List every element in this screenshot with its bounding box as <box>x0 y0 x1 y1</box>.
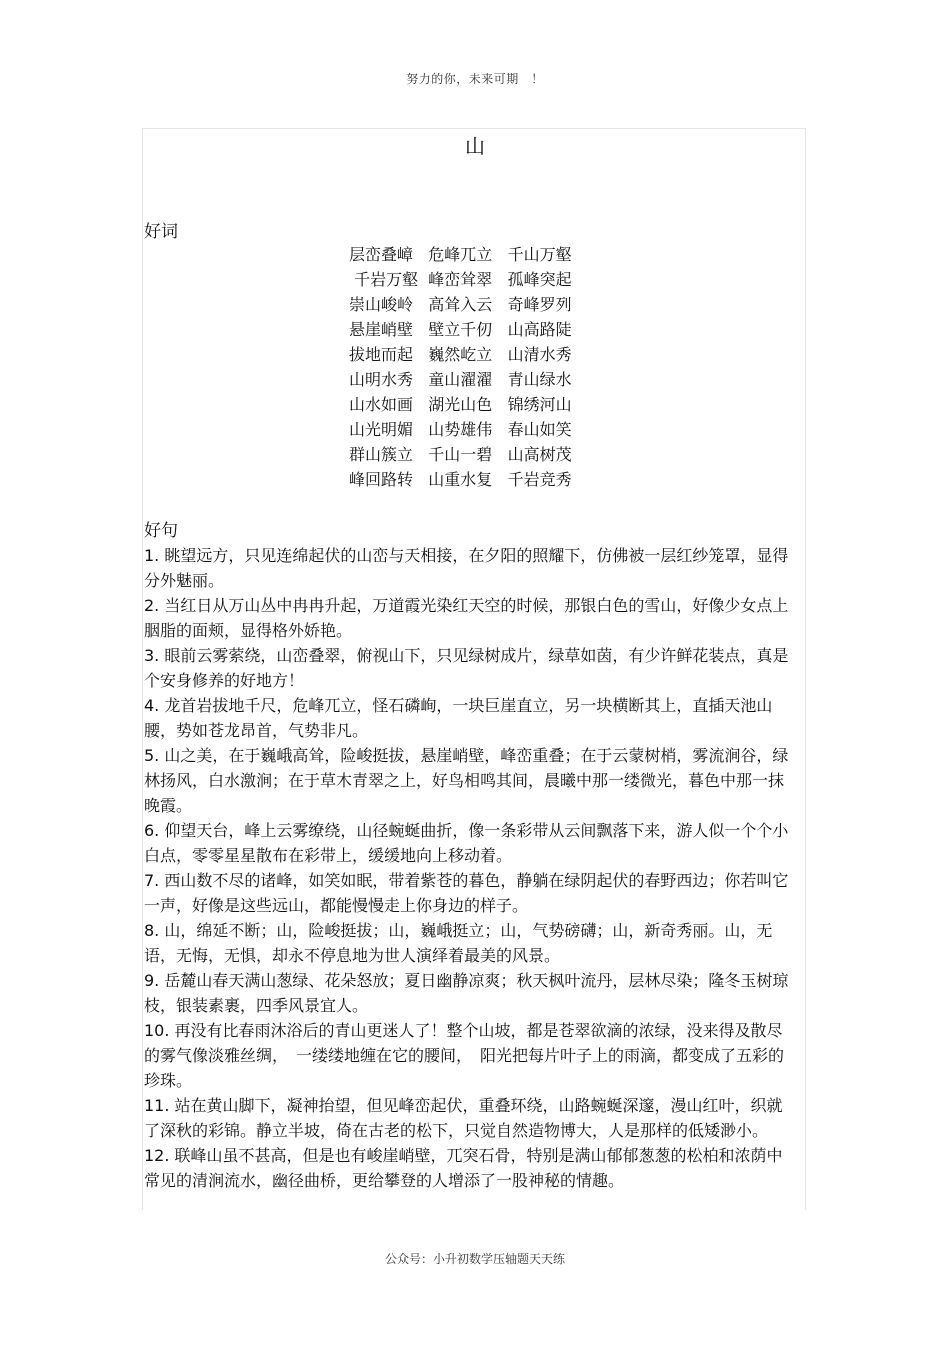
word-row <box>349 242 649 267</box>
page-header: 努力的你，未来可期 ！ <box>406 72 544 86</box>
word: 山高路陡 <box>507 320 572 339</box>
good-words-label: 好词 <box>144 222 178 242</box>
word: 悬崖峭壁 <box>349 320 414 339</box>
word-row <box>349 442 649 467</box>
word: 巍然屹立 <box>428 345 493 364</box>
word-row <box>349 467 649 492</box>
sentence-item: 6. 仰望天台，峰上云雾缭绕，山径蜿蜒曲折，像一条彩带从云间飘落下来，游人似一个个小白点，零零星星散布在彩带上，缓缓地向上移动着。 <box>144 821 789 865</box>
word: 群山簇立 <box>349 445 414 464</box>
word: 高耸入云 <box>428 295 493 314</box>
word: 山重水复 <box>428 470 493 489</box>
word: 湖光山色 <box>428 395 493 414</box>
word-row <box>349 267 649 292</box>
word: 千岩万壑 <box>354 270 419 289</box>
word-row <box>349 342 649 367</box>
word: 奇峰罗列 <box>507 295 572 314</box>
sentence-item: 8. 山，绵延不断；山，险峻挺拔；山，巍峨挺立；山，气势磅礴；山，新奇秀丽。山，无语，无悔，无惧，却永不停息地为世人演绎着最美的风景。 <box>144 921 773 965</box>
sentence-item: 10. 再没有比春雨沐浴后的青山更迷人了！整个山坡，都是苍翠欲滴的浓绿，没来得及散尽的雾气像淡雅丝绸， 一缕缕地缠在它的腰间， 阳光把每片叶子上的雨滴，都变成了五彩的珍珠。 <box>144 1021 785 1090</box>
word: 峰峦耸翠 <box>428 270 493 289</box>
sentence-item: 2. 当红日从万山丛中冉冉升起，万道霞光染红天空的时候，那银白色的雪山，好像少女点上胭脂的面颊，显得格外娇艳。 <box>144 596 789 640</box>
word: 童山濯濯 <box>428 370 493 389</box>
page-title: 山 <box>465 134 485 158</box>
sentence-item: 11. 站在黄山脚下，凝神抬望，但见峰峦起伏，重叠环绕，山路蜿蜒深邃，漫山红叶，织就了深秋的彩锦。静立半坡，倚在古老的松下，只觉自然造物博大，人是那样的低矮渺小。 <box>144 1096 783 1140</box>
good-words-grid <box>349 242 649 492</box>
word: 千岩竞秀 <box>507 470 572 489</box>
good-sentences-label: 好句 <box>144 521 178 541</box>
word: 山明水秀 <box>349 370 414 389</box>
word: 孤峰突起 <box>507 270 572 289</box>
sentence-item: 3. 眼前云雾萦绕，山峦叠翠，俯视山下，只见绿树成片，绿草如茵，有少许鲜花装点，真是个安身修养的好地方！ <box>144 646 789 690</box>
word: 春山如笑 <box>507 420 572 439</box>
word: 山清水秀 <box>507 345 572 364</box>
word: 山水如画 <box>349 395 414 414</box>
word: 峰回路转 <box>349 470 414 489</box>
word: 拔地而起 <box>349 345 414 364</box>
good-sentences-list <box>144 543 796 1193</box>
word: 山高树茂 <box>507 445 572 464</box>
word: 崇山峻岭 <box>349 295 414 314</box>
word: 壁立千仞 <box>428 320 493 339</box>
word: 千山一碧 <box>428 445 493 464</box>
word: 千山万壑 <box>507 245 572 264</box>
sentence-item: 5. 山之美，在于巍峨高耸，险峻挺拔，悬崖峭壁，峰峦重叠；在于云蒙树梢，雾流涧谷，绿林扬风，白水激涧；在于草木青翠之上，好鸟相鸣其间，晨曦中那一缕微光，暮色中那一抹晚霞。 <box>144 746 789 815</box>
word: 层峦叠嶂 <box>349 245 414 264</box>
word-row <box>349 392 649 417</box>
word: 青山绿水 <box>507 370 572 389</box>
word-row <box>349 292 649 317</box>
word-row <box>349 317 649 342</box>
word: 锦绣河山 <box>507 395 572 414</box>
sentence-item: 12. 联峰山虽不甚高，但是也有峻崖峭壁，兀突石骨，特别是满山郁郁葱葱的松柏和浓荫中常见的清涧流水，幽径曲桥，更给攀登的人增添了一股神秘的情趣。 <box>144 1146 783 1190</box>
word: 山势雄伟 <box>428 420 493 439</box>
word: 危峰兀立 <box>428 245 493 264</box>
sentence-item: 7. 西山数不尽的诸峰，如笑如眠，带着紫苍的暮色，静躺在绿阴起伏的春野西边；你若叫它一声，好像是这些远山，都能慢慢走上你身边的样子。 <box>144 871 789 915</box>
word: 山光明媚 <box>349 420 414 439</box>
sentence-item: 1. 眺望远方，只见连绵起伏的山峦与天相接，在夕阳的照耀下，仿佛被一层红纱笼罩，显得分外魅丽。 <box>144 546 789 590</box>
word-row <box>349 367 649 392</box>
sentence-item: 9. 岳麓山春天满山葱绿、花朵怒放；夏日幽静凉爽；秋天枫叶流丹，层林尽染；隆冬玉树琼枝，银装素裹，四季风景宜人。 <box>144 971 789 1015</box>
page-footer: 公众号：小升初数学压轴题天天练 <box>384 1252 565 1266</box>
word-row <box>349 417 649 442</box>
sentence-item: 4. 龙首岩拔地千尺，危峰兀立，怪石磷峋，一块巨崖直立，另一块横断其上，直插天池山腰，势如苍龙昂首，气势非凡。 <box>144 696 773 740</box>
